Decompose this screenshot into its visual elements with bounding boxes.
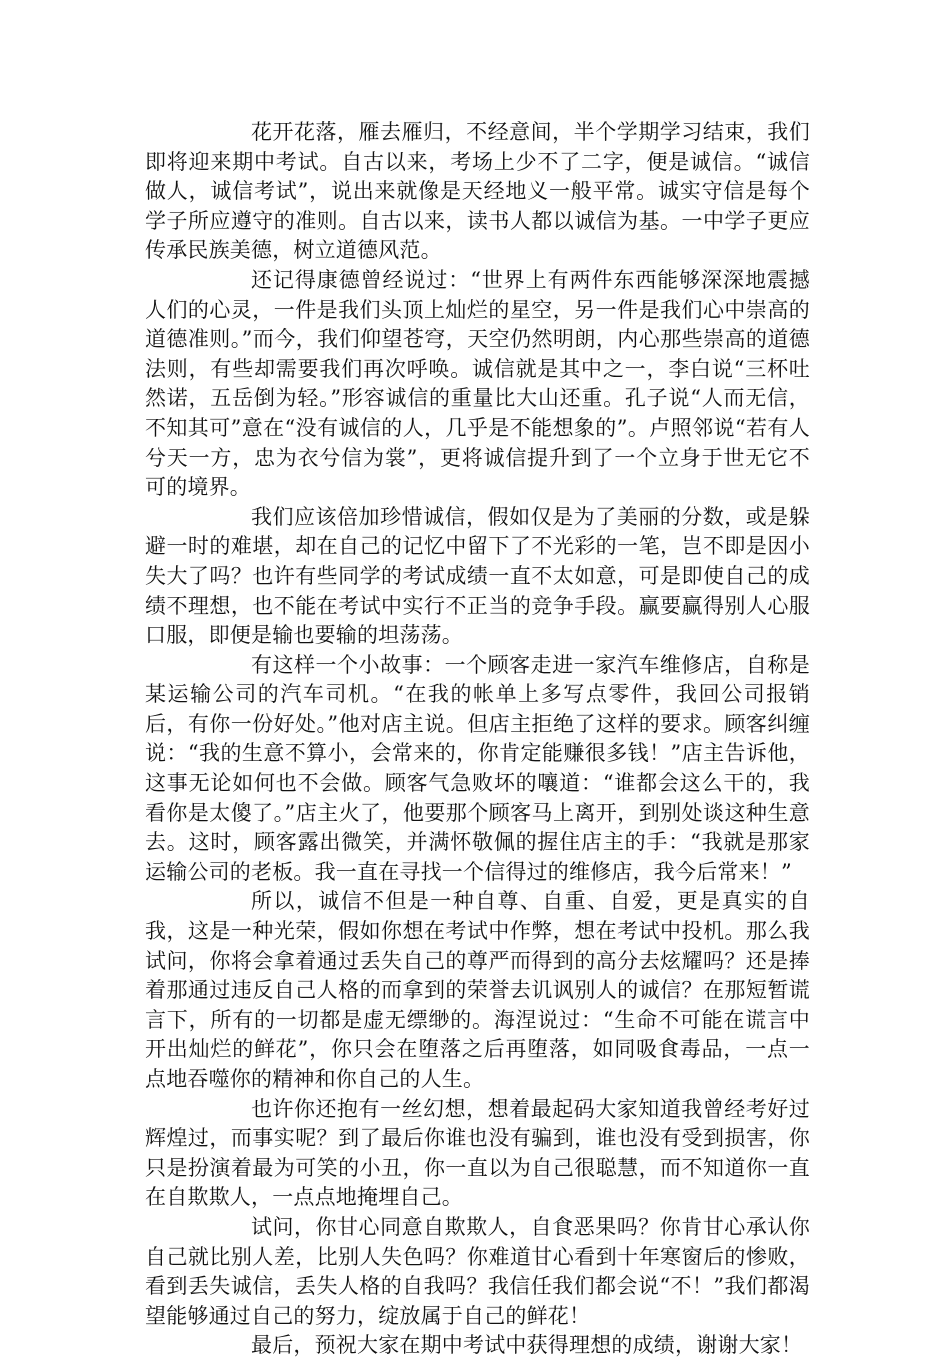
paragraph: 有这样一个小故事：一个顾客走进一家汽车维修店，自称是某运输公司的汽车司机。“在我的帐单上多写点零件，我回公司报销后，有你一份好处。”他对店主说。但店主拒绝了这样的要求。顾客纠缠说：“我的生意不算小，会常来的，你肯定能赚很多钱！”店主告诉他，这事无论如何也不会做。顾客气急败坏的嚷道：“谁都会这么干的，我看你是太傻了。”店主火了，他要那个顾客马上离开，到别处谈这种生意去。这时，顾客露出微笑，并满怀敬佩的握住店主的手：“我就是那家运输公司的老板。我一直在寻找一个信得过的维修店，我今后常来！” bbox=[145, 652, 810, 884]
document-body bbox=[145, 118, 810, 1361]
paragraph: 最后，预祝大家在期中考试中获得理想的成绩，谢谢大家！ bbox=[251, 1333, 803, 1358]
paragraph: 试问，你甘心同意自欺欺人，自食恶果吗？你肯甘心承认你自己就比别人差，比别人失色吗？你难道甘心看到十年寒窗后的惨败，看到丢失诚信，丢失人格的自我吗？我信任我们都会说“不！”我们都渴望能够通过自己的努力，绽放属于自己的鲜花！ bbox=[145, 1214, 810, 1328]
paragraph: 还记得康德曾经说过：“世界上有两件东西能够深深地震撼人们的心灵，一件是我们头顶上灿烂的星空，另一件是我们心中崇高的道德准则。”而今，我们仰望苍穹，天空仍然明朗，内心那些崇高的道德法则，有些却需要我们再次呼唤。诚信就是其中之一，李白说“三杯吐然诺，五岳倒为轻。”形容诚信的重量比大山还重。孔子说“人而无信，不知其可”意在“没有诚信的人，几乎是不能想象的”。卢照邻说“若有人兮天一方，忠为衣兮信为裳”，更将诚信提升到了一个立身于世无它不可的境界。 bbox=[145, 267, 810, 500]
paragraph: 花开花落，雁去雁归，不经意间，半个学期学习结束，我们即将迎来期中考试。自古以来，考场上少不了二字，便是诚信。“诚信做人，诚信考试”，说出来就像是天经地义一般平常。诚实守信是每个学子所应遵守的准则。自古以来，读书人都以诚信为基。一中学子更应传承民族美德，树立道德风范。 bbox=[145, 120, 810, 263]
paragraph: 所以，诚信不但是一种自尊、自重、自爱，更是真实的自我，这是一种光荣，假如你想在考试中作弊，想在考试中投机。那么我试问，你将会拿着通过丢失自己的尊严而得到的高分去炫耀吗？还是捧着那通过违反自己人格的而拿到的荣誉去讥讽别人的诚信？在那短暂谎言下，所有的一切都是虚无缥缈的。海涅说过：“生命不可能在谎言中开出灿烂的鲜花”，你只会在堕落之后再堕落，如同吸食毒品，一点一点地吞噬你的精神和你自己的人生。 bbox=[145, 889, 810, 1091]
paragraph: 我们应该倍加珍惜诚信，假如仅是为了美丽的分数，或是躲避一时的难堪，却在自己的记忆中留下了不光彩的一笔，岂不即是因小失大了吗？也许有些同学的考试成绩一直不太如意，可是即使自己的成绩不理想，也不能在考试中实行不正当的竞争手段。赢要赢得别人心服口服，即便是输也要输的坦荡荡。 bbox=[145, 504, 810, 648]
paragraph: 也许你还抱有一丝幻想，想着最起码大家知道我曾经考好过辉煌过，而事实呢？到了最后你谁也没有骗到，谁也没有受到损害，你只是扮演着最为可笑的小丑，你一直以为自己很聪慧，而不知道你一直在自欺欺人，一点点地掩埋自己。 bbox=[145, 1096, 810, 1210]
